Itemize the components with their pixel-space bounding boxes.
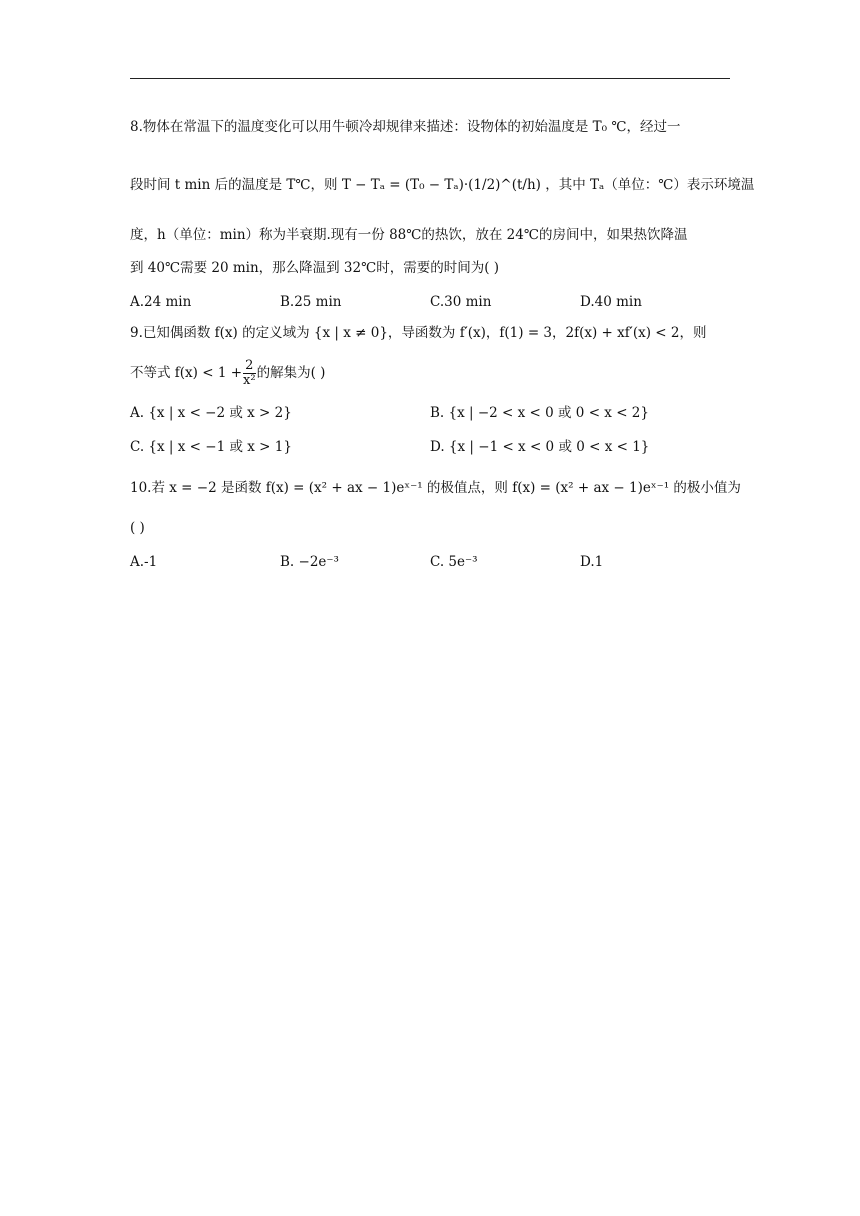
q9-option-b: B. {x | −2 < x < 0 或 0 < x < 2} <box>430 405 649 421</box>
q8-line-2 <box>130 175 755 195</box>
q9-option-d: D. {x | −1 < x < 0 或 0 < x < 1} <box>430 439 650 455</box>
q9-line-1 <box>130 323 735 343</box>
q10-option-b: B. −2e⁻³ <box>280 554 339 570</box>
q8-line-1 <box>130 117 735 137</box>
q8-text-3: 度，h（单位：min）称为半衰期.现有一份 88℃的热饮，放在 24℃的房间中，如果热饮降温 <box>130 227 688 243</box>
q10-text-2: ( ) <box>130 520 145 536</box>
q10-option-a: A.-1 <box>130 554 158 570</box>
q8-line-4 <box>130 258 735 278</box>
q8-option-a: A.24 min <box>130 294 192 310</box>
q10-line-2 <box>130 518 735 538</box>
q9-fraction-numerator: 2 <box>243 359 256 374</box>
q8-text-1: 8.物体在常温下的温度变化可以用牛顿冷却规律来描述：设物体的初始温度是 T₀ ℃，经过一 <box>130 119 681 135</box>
q10-line-1 <box>130 478 741 498</box>
q8-text-4: 到 40℃需要 20 min，那么降温到 32℃时，需要的时间为( ) <box>130 260 500 276</box>
q8-option-c: C.30 min <box>430 294 492 310</box>
newton-cooling-formula: T − Tₐ = (T₀ − Tₐ)·(1/2)^(t/h) <box>341 177 541 193</box>
q9-line-2 <box>130 358 735 388</box>
q9-option-c: C. {x | x < −1 或 x > 1} <box>130 439 292 455</box>
q8-text-2b: ，其中 Tₐ（单位：℃）表示环境温 <box>545 177 755 193</box>
q8-option-d: D.40 min <box>580 294 642 310</box>
q10-text-1: 10.若 x = −2 是函数 f(x) = (x² + ax − 1)eˣ⁻¹ 的极值点，则 f(x) = (x² + ax − 1)eˣ⁻¹ 的极小值为 <box>130 480 741 496</box>
q9-option-a: A. {x | x < −2 或 x > 2} <box>130 405 292 421</box>
q9-text-1: 9.已知偶函数 f(x) 的定义域为 {x | x ≠ 0}，导函数为 f′(x)，f(1) = 3，2f(x) + xf′(x) < 2，则 <box>130 325 707 341</box>
q10-option-c: C. 5e⁻³ <box>430 554 478 570</box>
q9-fraction-denominator: x² <box>243 373 256 388</box>
q8-text-2a: 段时间 t min 后的温度是 T℃，则 <box>130 177 338 193</box>
q8-line-3 <box>130 225 735 245</box>
q9-fraction <box>243 359 256 388</box>
q10-option-d: D.1 <box>580 554 604 570</box>
header-rule <box>130 78 730 79</box>
q9-text-2b: 的解集为( ) <box>256 365 326 381</box>
q9-text-2a: 不等式 f(x) < 1 + <box>130 365 243 381</box>
q8-option-b: B.25 min <box>280 294 342 310</box>
